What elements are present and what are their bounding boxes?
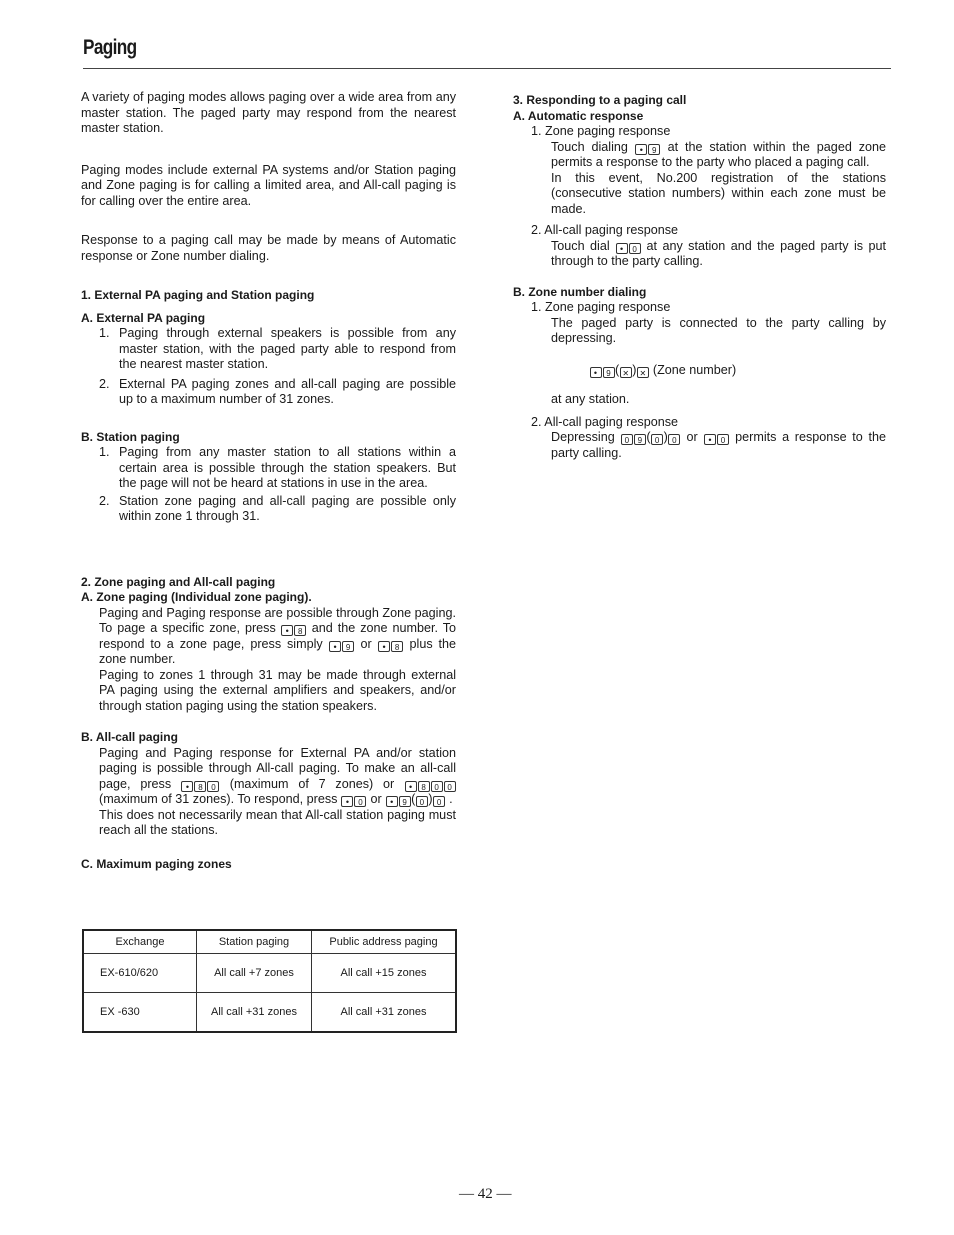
zero-key-icon [207, 781, 219, 792]
zero-key-icon [629, 243, 641, 254]
list-item: 2. Station zone paging and all-call paging are possible only within zone 1 through 31. [99, 493, 456, 523]
intro-paragraph-1: A variety of paging modes allows paging over a wide area from any master station. The paged party may respond from the nearest master station. [81, 90, 456, 135]
left-column [81, 90, 456, 872]
table-header-cell: Public address paging [311, 930, 456, 954]
nine-key-icon [634, 434, 646, 445]
zero-key-icon [717, 434, 729, 445]
dot-key-icon [704, 434, 716, 445]
section-3a-heading: A. Automatic response [513, 108, 644, 123]
depressing-paragraph: The paged party is connected to the party calling by depressing. [551, 315, 886, 345]
dot-key-icon [386, 796, 398, 807]
table-header-row [83, 930, 456, 954]
table-cell: All call +31 zones [311, 993, 456, 1033]
eight-key-icon [294, 625, 306, 636]
table-row [83, 993, 456, 1033]
max-paging-zones-table [82, 929, 457, 1033]
at-any-station-text: at any station. [551, 392, 630, 406]
list-item: 1. Paging from any master station to all stations within a certain area is possible through the station speakers. But the page will not be heard at stations in use in the area. [99, 445, 456, 490]
zone-number-response-label: 1. Zone paging response [531, 300, 671, 314]
touch-dialing-paragraph: Touch dialing •9 at the station within the paged zone permits a response to the party who placed a paging call. [513, 140, 886, 171]
all-call-note: This does not necessarily mean that All-call station paging must reach all the stations. [99, 807, 456, 837]
x-key-icon [620, 367, 632, 378]
dot-key-icon [341, 796, 353, 807]
table-header-cell: Exchange [83, 930, 197, 954]
section-3-heading: 3. Responding to a paging call [513, 93, 687, 107]
dot-key-icon [378, 641, 390, 652]
zero-key-icon [668, 434, 680, 445]
dot-key-icon [590, 367, 602, 378]
dot-key-icon [281, 625, 293, 636]
section-1-heading: 1. External PA paging and Station paging [81, 288, 315, 302]
table-cell: EX-610/620 [83, 954, 197, 993]
nine-key-icon [648, 144, 660, 155]
nine-key-icon [399, 796, 411, 807]
zero-key-icon [444, 781, 456, 792]
nine-key-icon [603, 367, 615, 378]
section-2-heading: 2. Zone paging and All-call paging [81, 574, 276, 589]
zero-key-icon [433, 796, 445, 807]
dot-key-icon [329, 641, 341, 652]
dot-key-icon [635, 144, 647, 155]
section-2c-heading: C. Maximum paging zones [81, 856, 232, 871]
zone-number-keys: •9(✕ )✕ (Zone number) [513, 363, 886, 379]
eight-key-icon [391, 641, 403, 652]
zero-key-icon [621, 434, 633, 445]
intro-paragraph-3: Response to a paging call may be made by means of Automatic response or Zone number dialing. [81, 233, 456, 263]
eight-key-icon [418, 781, 430, 792]
section-2a-heading: A. Zone paging (Individual zone paging). [81, 590, 312, 604]
zone-paging-note: Paging to zones 1 through 31 may be made through external PA paging using the external amplifiers and speakers, and/or through station paging using the station speakers. [99, 667, 456, 713]
zero-key-icon [416, 796, 428, 807]
registration-note: In this event, No.200 registration of the stations (consecutive station numbers) within each zone must be made. [551, 170, 886, 216]
touch-dial-paragraph: Touch dial •0 at any station and the paged party is put through to the party calling. [513, 239, 886, 270]
title-rule [83, 68, 891, 69]
nine-key-icon [342, 641, 354, 652]
page-title: Paging [83, 36, 137, 59]
page-number: — 42 — [459, 1186, 512, 1202]
intro-paragraph-2: Paging modes include external PA systems and/or Station paging and Zone paging is for calling a limited area, and All-call paging is for calling over the entire area. [81, 162, 456, 208]
all-call-paragraph: Paging and Paging response for External PA and/or station paging is possible through All-call paging. To make an all-call page, press •80 (maximum of 7 zones) or •800 (maximum of 31 zones). To respond, press •0 or •9 (0 )0 . [81, 746, 456, 808]
all-call-response-label: 2. All-call paging response [531, 223, 679, 237]
section-3b-heading: B. Zone number dialing [513, 284, 647, 299]
dot-key-icon [181, 781, 193, 792]
eight-key-icon [194, 781, 206, 792]
table-cell: All call +15 zones [311, 954, 456, 993]
section-2b-heading: B. All-call paging [81, 730, 178, 744]
zone-all-call-response-label: 2. All-call paging response [531, 414, 679, 429]
table-header-cell: Station paging [197, 930, 312, 954]
table-cell: All call +7 zones [197, 954, 312, 993]
zone-paging-response-label: 1. Zone paging response [531, 124, 671, 138]
list-item: 1. Paging through external speakers is possible from any master station, with the paged party able to respond from the nearest master station. [99, 326, 456, 371]
zone-paging-paragraph: Paging and Paging response are possible through Zone paging. To page a specific zone, press •8 and the zone number. To respond to a zone page, press simply •9 or •8 plus the zone number. [81, 606, 456, 668]
table-cell: All call +31 zones [197, 993, 312, 1033]
dot-key-icon [405, 781, 417, 792]
dot-key-icon [616, 243, 628, 254]
zero-key-icon [431, 781, 443, 792]
table-cell: EX -630 [83, 993, 197, 1033]
list-item: 2. External PA paging zones and all-call paging are possible up to a maximum number of 31 zones. [99, 376, 456, 406]
table-row [83, 954, 456, 993]
zero-key-icon [354, 796, 366, 807]
zero-key-icon [651, 434, 663, 445]
right-column [513, 93, 886, 461]
section-1b-heading: B. Station paging [81, 429, 180, 444]
depressing-all-call-paragraph: Depressing 09 (0 )0 or •0 permits a response to the party calling. [513, 430, 886, 461]
section-1a-heading: A. External PA paging [81, 310, 206, 325]
x-key-icon [637, 367, 649, 378]
